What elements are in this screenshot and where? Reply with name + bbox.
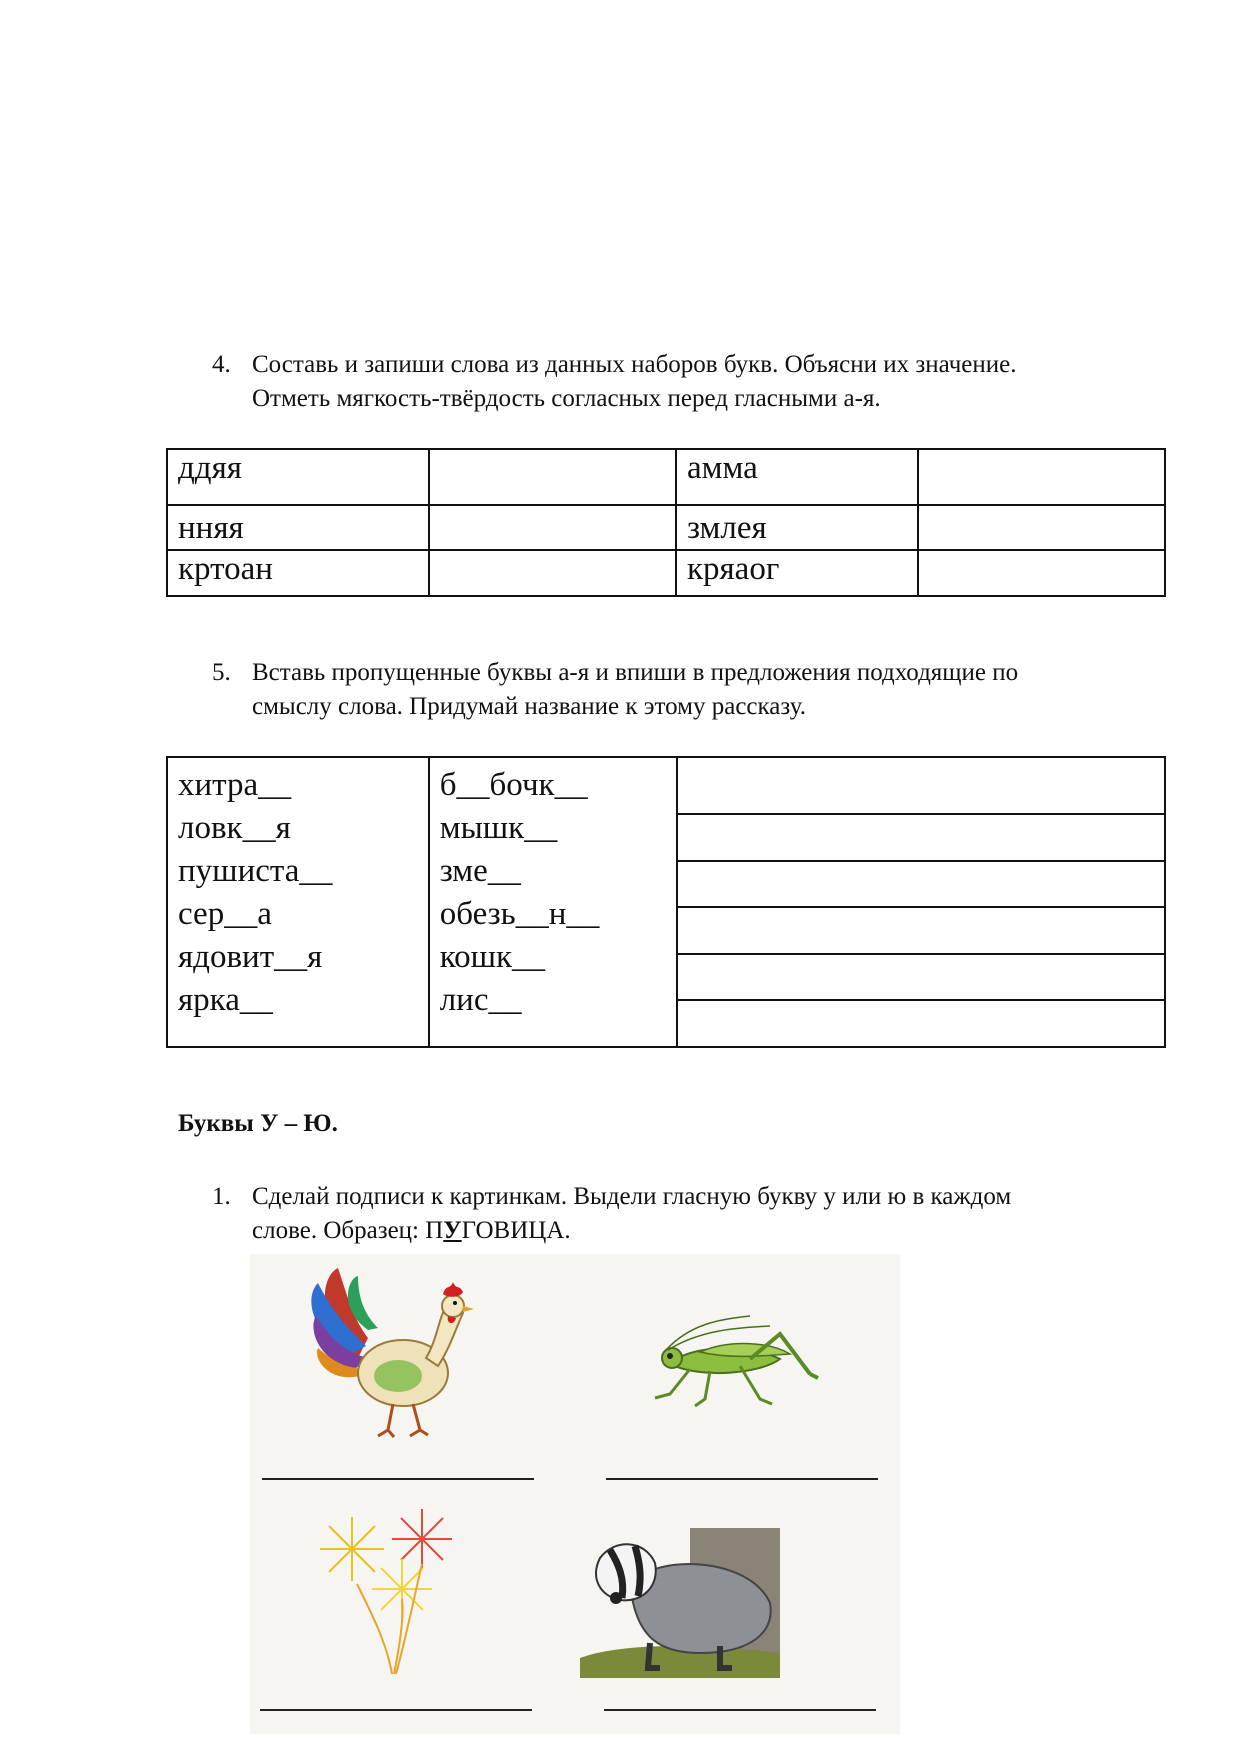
task-5-instruction-line-1: Вставь пропущенные буквы а-я и впиши в предложения подходящие по <box>252 659 1019 686</box>
section-title: Буквы У – Ю. <box>178 1110 338 1137</box>
gap-word: пушиста__ <box>178 853 333 889</box>
gap-word: сер__а <box>178 896 272 932</box>
writing-line[interactable] <box>678 955 1165 1002</box>
writing-line[interactable] <box>678 758 1165 815</box>
task-1-instruction-line-1: Сделай подписи к картинкам. Выдели гласную букву у или ю в каждом <box>252 1183 1012 1210</box>
task-5-instruction-line-2: смыслу слова. Придумай название к этому рассказу. <box>252 693 806 720</box>
caption-line[interactable] <box>606 1478 878 1480</box>
picture-panel <box>250 1254 900 1734</box>
gap-word: ярка__ <box>178 982 273 1018</box>
answer-cell[interactable] <box>918 505 1165 550</box>
task-5 <box>212 656 1172 724</box>
gap-word: зме__ <box>439 853 521 889</box>
gap-word: обезь__н__ <box>439 896 600 932</box>
caption-line[interactable] <box>604 1709 876 1711</box>
fireworks-picture <box>312 1504 472 1679</box>
scrambled-word: кртоан <box>167 550 429 596</box>
word-list-nouns <box>429 757 677 1047</box>
table-row <box>167 449 1165 505</box>
task-1 <box>212 1180 1172 1248</box>
answer-cell[interactable] <box>429 449 676 505</box>
writing-line[interactable] <box>678 815 1165 862</box>
example-highlight-letter: У <box>443 1217 462 1244</box>
table-row <box>167 550 1165 596</box>
caption-line[interactable] <box>260 1709 532 1711</box>
gap-word: хитра__ <box>178 767 292 803</box>
gap-word: лис__ <box>439 982 522 1018</box>
task-4 <box>212 348 1172 416</box>
gap-word: кошк__ <box>439 939 546 975</box>
writing-line[interactable] <box>678 1001 1165 1046</box>
writing-line[interactable] <box>678 862 1165 909</box>
answer-cell[interactable] <box>918 449 1165 505</box>
caption-line[interactable] <box>262 1478 534 1480</box>
task-4-number: 4. <box>212 351 231 378</box>
rooster-picture <box>298 1258 478 1438</box>
task-4-instruction-line-2: Отметь мягкость-твёрдость согласных перед гласными а-я. <box>252 385 881 412</box>
task-5-table <box>166 756 1166 1048</box>
scrambled-word: кряаог <box>676 550 918 596</box>
task-1-instruction-line-2: слове. Образец: ПУГОВИЦА. <box>252 1217 571 1244</box>
gap-word: б__бочк__ <box>439 767 588 803</box>
scrambled-word: амма <box>676 449 918 505</box>
task-4-table <box>166 448 1166 597</box>
answer-cell[interactable] <box>429 505 676 550</box>
task-4-instruction-line-1: Составь и запиши слова из данных наборов букв. Объясни их значение. <box>252 351 1017 378</box>
story-writing-area <box>677 757 1166 1047</box>
gap-word: ловк__я <box>178 810 291 846</box>
answer-cell[interactable] <box>429 550 676 596</box>
scrambled-word: ддяя <box>167 449 429 505</box>
scrambled-word: нняя <box>167 505 429 550</box>
answer-cell[interactable] <box>918 550 1165 596</box>
task-1-number: 1. <box>212 1183 231 1210</box>
word-list-adjectives <box>167 757 429 1047</box>
task-5-number: 5. <box>212 659 231 686</box>
scrambled-word: змлея <box>676 505 918 550</box>
grasshopper-picture <box>640 1314 820 1414</box>
badger-picture <box>580 1528 780 1678</box>
table-row <box>167 757 1165 1047</box>
gap-word: мышк__ <box>439 810 558 846</box>
writing-line[interactable] <box>678 908 1165 955</box>
table-row <box>167 505 1165 550</box>
gap-word: ядовит__я <box>178 939 323 975</box>
